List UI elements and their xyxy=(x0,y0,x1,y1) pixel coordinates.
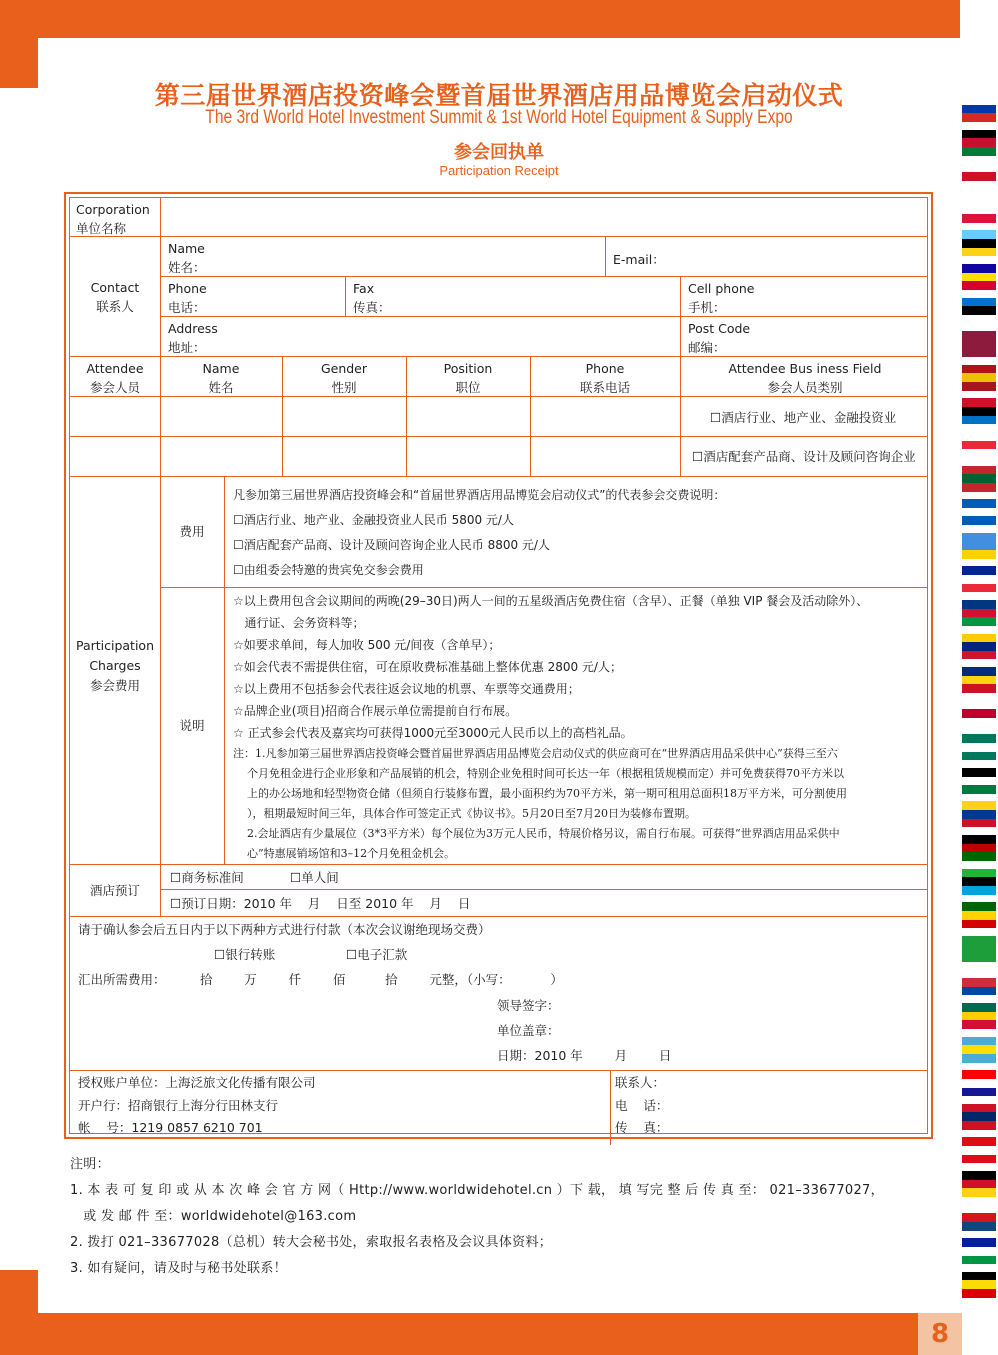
footnote-2: 2. 拨打 021–33677028（总机）转大会秘书处，索取报名表格及会议具体资料； xyxy=(70,1235,553,1250)
att-header-position: Position 职位 xyxy=(443,361,493,395)
saint-lucia-flag xyxy=(962,230,996,256)
att-header-field: Attendee Bus iness Field 参会人员类别 xyxy=(728,361,882,395)
flag-column xyxy=(962,96,996,1305)
hotel-single-checkbox[interactable]: ☐单人间 xyxy=(290,870,339,885)
desc-line: ☆以上费用包含会议期间的两晚(29–30日)两人一间的五星级酒店免费住宿（含早）、正餐（单独 VIP 餐会及活动除外）、 xyxy=(233,594,869,608)
contact-label: Contact 联系人 xyxy=(90,280,140,314)
scotland-flag xyxy=(962,499,996,525)
kenya-flag xyxy=(962,835,996,861)
russia-flag xyxy=(962,96,996,122)
sign-date: 日期：2010 年 月 日 xyxy=(497,1048,672,1063)
account-number: 帐 号：1219 0857 6210 701 xyxy=(78,1120,263,1135)
e-remittance-checkbox[interactable]: ☐电子汇款 xyxy=(346,947,408,962)
fee-option-hotel-checkbox[interactable]: ☐酒店行业、地产业、金融投资业人民币 5800 元/人 xyxy=(233,513,514,527)
estonia-flag xyxy=(962,298,996,324)
desc-note: 注：1.凡参加第三届世界酒店投资峰会暨首届世界酒店用品博览会启动仪式的供应商可在“世界酒店用品采供中心”获得三至六 xyxy=(233,747,838,760)
att-header-phone: Phone 联系电话 xyxy=(579,361,630,395)
hotel-booking-label: 酒店预订 xyxy=(89,883,140,898)
bank-transfer-checkbox[interactable]: ☐银行转账 xyxy=(214,947,276,962)
desc-line: ☆如要求单间，每人加收 500 元/间夜（含单早）； xyxy=(233,638,501,652)
fax-field-label: Fax 传真： xyxy=(353,281,391,315)
desc-line: ☆品牌企业(项目)招商合作展示单位需提前自行布展。 xyxy=(233,704,518,718)
contact-tel: 电 话： xyxy=(615,1098,669,1113)
fee-lines xyxy=(233,484,725,581)
desc-note: ），租期最短时间三年，具体合作可签定正式《协议书》。5月20日至7月20日为装修布置期。 xyxy=(233,807,696,820)
att-header-name: Name 姓名 xyxy=(202,361,240,395)
desc-note: 2.会址酒店有少量展位（3*3平方米）每个展位为3万元人民币，特展价格另议，需自行布展。可获得“世界酒店用品采供中 xyxy=(233,827,840,840)
receipt-form xyxy=(64,192,933,1139)
desc-line: ☆以上费用不包括参会代表往返会议地的机票、车票等交通费用； xyxy=(233,682,580,696)
subtitle-en: Participation Receipt xyxy=(439,163,559,178)
footnote-3: 3. 如有疑问，请及时与秘书处联系！ xyxy=(70,1261,287,1276)
fee-option-vip-checkbox[interactable]: ☐由组委会特邀的贵宾免交参会费用 xyxy=(233,563,424,577)
macau-flag xyxy=(962,734,996,760)
leader-signature: 领导签字： xyxy=(497,998,560,1013)
japan-flag xyxy=(962,701,996,727)
left-border-top xyxy=(0,0,38,88)
footnotes xyxy=(70,1152,910,1282)
desc-note: 心”特惠展销场馆和3–12个月免租金机会。 xyxy=(233,847,456,860)
footnote-1: 1. 本 表 可 复 印 或 从 本 次 峰 会 官 方 网（ Http://www.worldwidehotel.cn ）下 载， 填 写完 整 后 传 真 至： 021–33677027， xyxy=(70,1183,884,1198)
romania-flag xyxy=(962,667,996,693)
fee-label: 费用 xyxy=(179,524,205,539)
poland-flag xyxy=(962,197,996,223)
desc-line: ☆ 正式参会代表及嘉宾均可获得1000元至3000元人民币以上的高档礼品。 xyxy=(233,726,633,740)
qatar-flag xyxy=(962,331,996,357)
title-cn: 第三届世界酒店投资峰会暨首届世界酒店用品博览会启动仪式 xyxy=(154,81,844,110)
tanzania-flag xyxy=(962,869,996,895)
western-sahara-flag xyxy=(962,768,996,794)
bank-name: 开户行：招商银行上海分行田林支行 xyxy=(78,1098,279,1113)
papua-new-guinea-flag xyxy=(962,1171,996,1197)
faroe-flag xyxy=(962,432,996,458)
page-number: 8 xyxy=(918,1313,962,1355)
company-seal: 单位盖章： xyxy=(497,1023,560,1038)
cell-field-label: Cell phone 手机： xyxy=(688,281,755,315)
att-header-gender: Gender 性别 xyxy=(320,361,368,395)
amount-label: 汇出所需费用： xyxy=(78,972,166,987)
hotel-standard-checkbox[interactable]: ☐商务标准间 xyxy=(170,870,244,885)
bottom-border xyxy=(0,1313,998,1355)
antigua-flag xyxy=(962,398,996,424)
account-unit: 授权账户单位：上海泛旅文化传播有限公司 xyxy=(78,1075,316,1090)
footnote-1b: 或 发 邮 件 至：worldwidehotel@163.com xyxy=(70,1209,357,1224)
green-flag xyxy=(962,936,996,962)
postcode-field-label: Post Code 邮编： xyxy=(688,321,751,355)
name-field-label: Name 姓名： xyxy=(168,241,206,275)
south-korea-flag xyxy=(962,969,996,995)
croatia-flag xyxy=(962,1070,996,1096)
togo-flag xyxy=(962,1003,996,1029)
corporation-label: Corporation 单位名称 xyxy=(76,202,150,236)
afghanistan-flag xyxy=(962,130,996,156)
desc-label: 说明 xyxy=(179,718,205,733)
laos-flag xyxy=(962,1104,996,1130)
spain-flag xyxy=(962,365,996,391)
contact-fax: 传 真： xyxy=(615,1120,669,1135)
desc-note: 个月免租金进行企业形象和产品展销的机会，特别企业免租时间可长达一年（根据租赁规模而定）并可免费获得70平方米以 xyxy=(233,767,844,780)
participation-label: Participation Charges 参会费用 xyxy=(75,638,155,693)
email-field-label: E-mail： xyxy=(613,252,665,267)
uganda-flag xyxy=(962,1272,996,1298)
colombia-flag xyxy=(962,801,996,827)
footnote-label: 注明： xyxy=(70,1157,110,1172)
contact-person: 联系人： xyxy=(615,1075,666,1090)
palau-flag xyxy=(962,1037,996,1063)
subtitle-cn: 参会回执单 xyxy=(454,142,544,163)
field-option-supplier-checkbox[interactable]: ☐酒店配套产品商、设计及顾问咨询企业 xyxy=(692,449,916,464)
aruba-flag xyxy=(962,533,996,559)
hotel-date-checkbox[interactable]: ☐预订日期：2010 年 月 日至 2010 年 月 日 xyxy=(170,896,471,911)
morocco-flag xyxy=(962,466,996,492)
andorra-flag xyxy=(962,264,996,290)
desc-line: ☆如会代表不需提供住宿，可在原收费标准基础上整体优惠 2800 元/人； xyxy=(233,660,622,674)
lesotho-flag xyxy=(962,1238,996,1264)
desc-line: 通行证、会务资料等； xyxy=(233,616,365,630)
desc-note: 上的办公场地和轻型物资仓储（但须自行装修布置，最小面积约为70平方米，第一期可租用总面积18万平方米，可分割使用 xyxy=(233,787,847,800)
field-option-hotel-checkbox[interactable]: ☐酒店行业、地产业、金融投资业 xyxy=(710,410,897,425)
fee-option-supplier-checkbox[interactable]: ☐酒店配套产品商、设计及顾问咨询企业人民币 8800 元/人 xyxy=(233,538,550,552)
amount-units: 拾 万 仟 佰 拾 元整，（小写： ） xyxy=(200,972,563,987)
fee-intro: 凡参加第三届世界酒店投资峰会和“首届世界酒店用品博览会启动仪式”的代表参会交费说明： xyxy=(233,488,726,502)
desc-lines xyxy=(233,590,868,864)
turkey-flag xyxy=(962,1137,996,1163)
left-border-bottom xyxy=(0,1270,38,1315)
phone-field-label: Phone 电话： xyxy=(168,281,207,315)
attendee-label: Attendee 参会人员 xyxy=(86,361,144,395)
england-flag xyxy=(962,163,996,189)
top-border xyxy=(0,0,998,38)
address-field-label: Address 地址： xyxy=(168,321,218,355)
zimbabwe-flag xyxy=(962,902,996,928)
venezuela-flag xyxy=(962,634,996,660)
france-flag xyxy=(962,566,996,592)
payment-instruction: 请于确认参会后五日内于以下两种方式进行付款（本次会议谢绝现场交费） xyxy=(78,922,491,937)
czech-flag xyxy=(962,1205,996,1231)
namibia-flag xyxy=(962,600,996,626)
title-en: The 3rd World Hotel Investment Summit & 1st World Hotel Equipment & Supply Expo xyxy=(205,107,793,128)
form-inner-border xyxy=(69,197,928,1134)
